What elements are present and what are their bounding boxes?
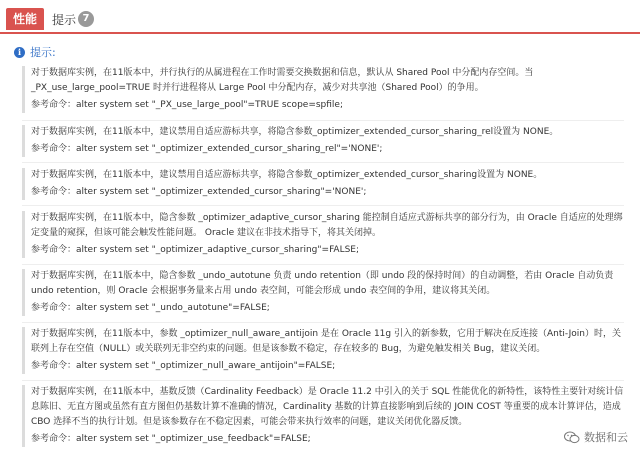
- hint-item-text: 对于数据库实例，在11版本中，参数 _optimizer_null_aware_antijoin 是在 Oracle 11g 引入的新参数，它用于解决在反连接（Anti-Join）时，关联列上存在空值（NULL）或关联列无非空约束的问题。但是该参数不稳定，存在较多的 Bug，为避免触发相关 Bug，建议关闭。: [31, 329, 621, 354]
- hint-item: [22, 168, 624, 200]
- hint-header: [14, 44, 56, 60]
- hint-item: [22, 269, 624, 316]
- hint-item: [22, 66, 624, 113]
- hint-item-text: 对于数据库实例，在11版本中，隐含参数 _undo_autotune 负责 undo retention（即 undo 段的保持时间）的自动调整，若由 Oracle 自动负责 undo retention，则 Oracle 会根据事务量来占用 undo 表空间，可能会形成 undo 表空间的争用，建议将其关闭。: [31, 271, 614, 296]
- tab-bar: [0, 0, 640, 34]
- divider: [22, 120, 624, 121]
- tab-performance[interactable]: 性能: [6, 8, 44, 30]
- hint-count-badge: 7: [78, 11, 94, 27]
- hint-item-text: 对于数据库实例，在11版本中，并行执行的从属进程在工作时需要交换数据和信息，默认从 Shared Pool 中分配内存空间。当 _PX_use_large_pool=TRUE 时并行进程将从 Large Pool 中分配内存，减少对共享池（Shared Pool）的争用。: [31, 68, 534, 93]
- hint-item-command: 参考命令：alter system set "_PX_use_large_pool"=TRUE scope=spfile;: [31, 100, 343, 110]
- hint-item-command: 参考命令：alter system set "_optimizer_null_aware_antijoin"=FALSE;: [31, 361, 336, 371]
- divider: [22, 322, 624, 323]
- hint-item-text: 对于数据库实例，在11版本中，基数反馈（Cardinality Feedback）是 Oracle 11.2 中引入的关于 SQL 性能优化的新特性，该特性主要针对统计信息陈旧、无直方图或虽然有直方图但仍基数计算不准确的情况，Cardinality 基数的计算直接影响到后续的 JOIN COST 等重要的成本计算评估，造成 CBO 选择不当的执行计划。但是该参数存在不稳定因素，可能会带来执行效率的问题，建议关闭优化器反馈。: [31, 387, 624, 427]
- hint-item: [22, 385, 624, 447]
- hint-item-command: 参考命令：alter system set "_optimizer_extended_cursor_sharing_rel"='NONE';: [31, 144, 383, 154]
- wechat-icon: [564, 431, 580, 444]
- hint-item-text: 对于数据库实例，在11版本中，建议禁用自适应游标共享，将隐含参数_optimizer_extended_cursor_sharing_rel设置为 NONE。: [31, 127, 559, 137]
- hint-item: [22, 125, 624, 157]
- hint-item-command: 参考命令：alter system set "_optimizer_use_feedback"=FALSE;: [31, 434, 311, 444]
- hint-item: [22, 211, 624, 258]
- divider: [22, 162, 624, 163]
- watermark: [562, 428, 630, 446]
- divider: [22, 380, 624, 381]
- hint-item-command: 参考命令：alter system set "_optimizer_extended_cursor_sharing"='NONE';: [31, 187, 367, 197]
- hint-item: [22, 327, 624, 374]
- hint-item-command: 参考命令：alter system set "_optimizer_adaptive_cursor_sharing"=FALSE;: [31, 245, 360, 255]
- watermark-text: 数据和云: [584, 431, 628, 444]
- divider: [22, 264, 624, 265]
- hint-title: 提示:: [30, 46, 56, 59]
- hint-item-command: 参考命令：alter system set "_undo_autotune"=FALSE;: [31, 303, 270, 313]
- tab-hint[interactable]: 提示: [52, 13, 77, 27]
- info-icon: i: [14, 47, 25, 58]
- hint-item-text: 对于数据库实例，在11版本中，建议禁用自适应游标共享，将隐含参数_optimizer_extended_cursor_sharing设置为 NONE。: [31, 170, 543, 180]
- divider: [22, 205, 624, 206]
- hint-item-text: 对于数据库实例，在11版本中，隐含参数 _optimizer_adaptive_cursor_sharing 能控制自适应式游标共享的部分行为，由 Oracle 自适应的处理绑定变量的窥探，但该可能会触发性能问题。 Oracle 建议在非技术指导下，将其关闭掉。: [31, 213, 623, 238]
